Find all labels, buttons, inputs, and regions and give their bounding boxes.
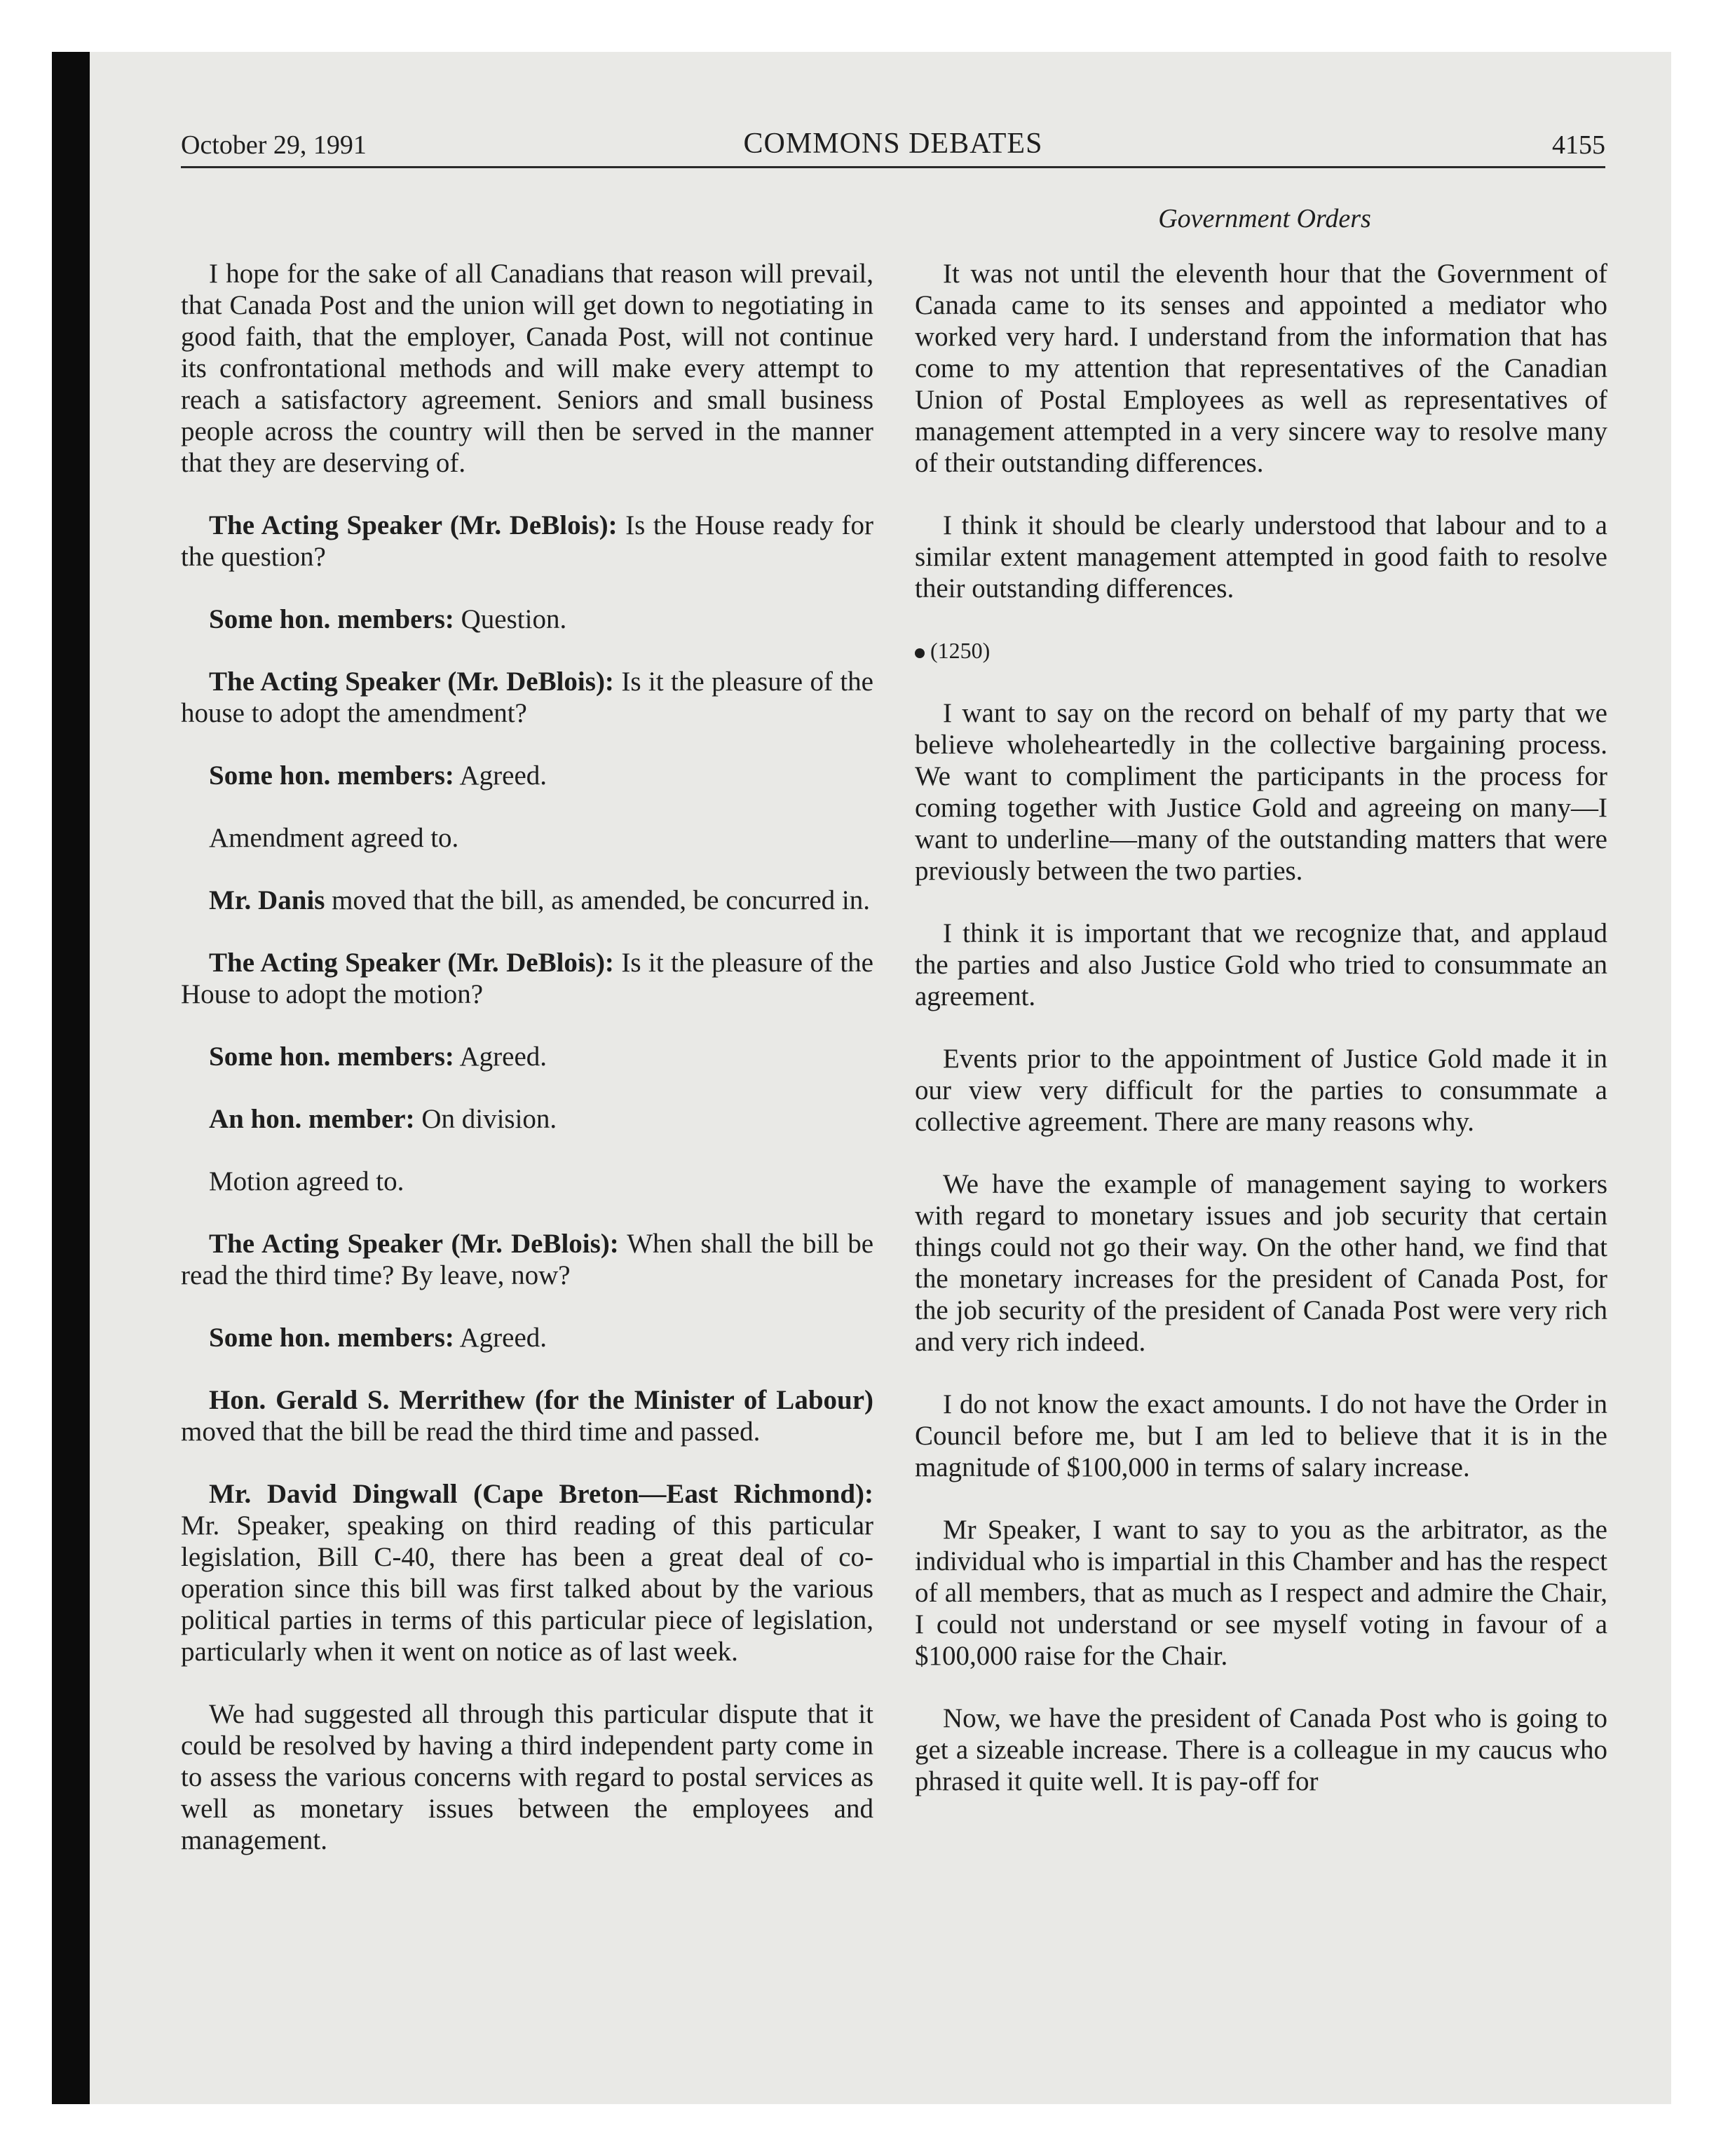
speaker-name: The Acting Speaker (Mr. DeBlois): [209, 1229, 619, 1259]
speaker-name: Hon. Gerald S. Merrithew (for the Minister of Labour) [209, 1385, 873, 1415]
paragraph-text: Is it the pleasure of the house to adopt the amendment? [181, 667, 873, 728]
paragraph [181, 1478, 873, 1667]
paragraph: I think it is important that we recognize that, and applaud the parties and also Justice Gold who tried to consummate an agreement. [915, 918, 1607, 1011]
paragraph: I think it should be clearly understood that labour and to a similar extent management attempted in good faith to resolve their outstanding differences. [915, 510, 1607, 603]
paragraph-text: Is it the pleasure of the House to adopt the motion? [181, 948, 873, 1009]
paragraph: Mr Speaker, I want to say to you as the arbitrator, as the individual who is impartial in this Chamber and has the respect of all members, that as much as I respect and admire the Chair, I could not understand or see myself voting in favour of a $100,000 raise for the Chair. [915, 1515, 1607, 1671]
paragraph-text: Is the House ready for the question? [181, 510, 874, 572]
time-marker [915, 635, 1607, 667]
speaker-name: The Acting Speaker (Mr. DeBlois): [209, 667, 614, 697]
paragraph-text: We had suggested all through this particular dispute that it could be resolved by having a third independent party come in to assess the various concerns with regard to postal services as well as monetary issues between the employees and management. [181, 1699, 873, 1855]
paragraph [181, 822, 873, 854]
paragraph [181, 885, 873, 916]
paragraph [181, 1698, 873, 1856]
paragraph-text: moved that the bill, as amended, be concurred in. [332, 885, 871, 915]
speaker-name: Some hon. members: [209, 1323, 454, 1353]
paragraph [181, 258, 873, 479]
paragraph [181, 947, 873, 1010]
left-column [181, 258, 873, 1887]
paragraph [181, 1322, 873, 1353]
speaker-name: Some hon. members: [209, 604, 454, 634]
speaker-name: An hon. member: [209, 1104, 415, 1134]
paragraph-text: Question. [461, 604, 567, 634]
paragraph-text: On division. [421, 1104, 557, 1134]
paragraph: I want to say on the record on behalf of my party that we believe wholeheartedly in the collective bargaining process. We want to compliment the participants in the process for coming together with Justice Gold and agreeing on many—I want to underline—many of the outstanding matters that were previously between the two parties. [915, 698, 1607, 886]
speaker-name: Some hon. members: [209, 760, 454, 791]
paragraph: I do not know the exact amounts. I do not have the Order in Council before me, but I am led to believe that it is in the magnitude of $100,000 in terms of salary increase. [915, 1389, 1607, 1482]
paragraph [181, 666, 873, 729]
paragraph: It was not until the eleventh hour that the Government of Canada came to its senses and appointed a mediator who worked very hard. I understand from the information that has come to my attention that representatives of the Canadian Union of Postal Employees as well as representatives of management attempted in a very sincere way to resolve many of their outstanding differences. [915, 259, 1607, 478]
page-header [181, 125, 1605, 168]
paragraph [181, 1103, 873, 1135]
page-number: 4155 [1552, 130, 1605, 160]
paragraph [181, 1166, 873, 1197]
paragraph: Events prior to the appointment of Justice Gold made it in our view very difficult for the parties to consummate a collective agreement. There are many reasons why. [915, 1044, 1607, 1137]
time-marker-text: (1250) [930, 638, 991, 663]
speaker-name: Mr. Danis [209, 885, 325, 915]
paragraph-text: Agreed. [459, 760, 547, 791]
paragraph [181, 1041, 873, 1072]
paragraph-text: moved that the bill be read the third time and passed. [181, 1417, 761, 1447]
paragraph-text: Mr. Speaker, speaking on third reading of this particular legislation, Bill C-40, there has been a great deal of co-operation since this bill was first talked about by the various political parties in terms of this particular piece of legislation, particularly when it went on notice as of last week. [181, 1510, 873, 1667]
scan-edge-bar [52, 52, 90, 2104]
header-date: October 29, 1991 [181, 130, 367, 160]
paragraph: Now, we have the president of Canada Post who is going to get a sizeable increase. There is a colleague in my caucus who phrased it quite well. It is pay-off for [915, 1703, 1607, 1796]
speaker-name: Mr. David Dingwall (Cape Breton—East Richmond): [209, 1479, 873, 1509]
bullet-dot-icon [915, 648, 925, 658]
header-title: COMMONS DEBATES [743, 128, 1043, 160]
paragraph-text: I hope for the sake of all Canadians that reason will prevail, that Canada Post and the union will get down to negotiating in good faith, that the employer, Canada Post, will not continue its confrontational methods and will make every attempt to reach a satisfactory agreement. Seniors and small business people across the country will then be served in the manner that they are deserving of. [181, 259, 873, 478]
right-column [915, 258, 1607, 1828]
speaker-name: The Acting Speaker (Mr. DeBlois): [209, 948, 614, 978]
paragraph-text: Motion agreed to. [209, 1166, 404, 1196]
section-label: Government Orders [1158, 204, 1371, 233]
paragraph-text: Agreed. [459, 1042, 547, 1072]
paragraph [181, 1228, 873, 1291]
paragraph [181, 603, 873, 635]
paragraph-text: When shall the bill be read the third time? By leave, now? [181, 1229, 874, 1290]
paragraph: We have the example of management saying to workers with regard to monetary issues and job security that certain things could not go their way. On the other hand, we find that the monetary increases for the president of Canada Post, for the job security of the president of Canada Post were very rich and very rich indeed. [915, 1169, 1607, 1357]
speaker-name: Some hon. members: [209, 1042, 454, 1072]
header-rule [181, 166, 1605, 168]
speaker-name: The Acting Speaker (Mr. DeBlois): [209, 510, 618, 540]
paragraph-text: Amendment agreed to. [209, 823, 459, 853]
paragraph [181, 1384, 873, 1447]
paragraph [181, 510, 873, 573]
paragraph-text: Agreed. [459, 1323, 547, 1353]
paragraph [181, 760, 873, 791]
